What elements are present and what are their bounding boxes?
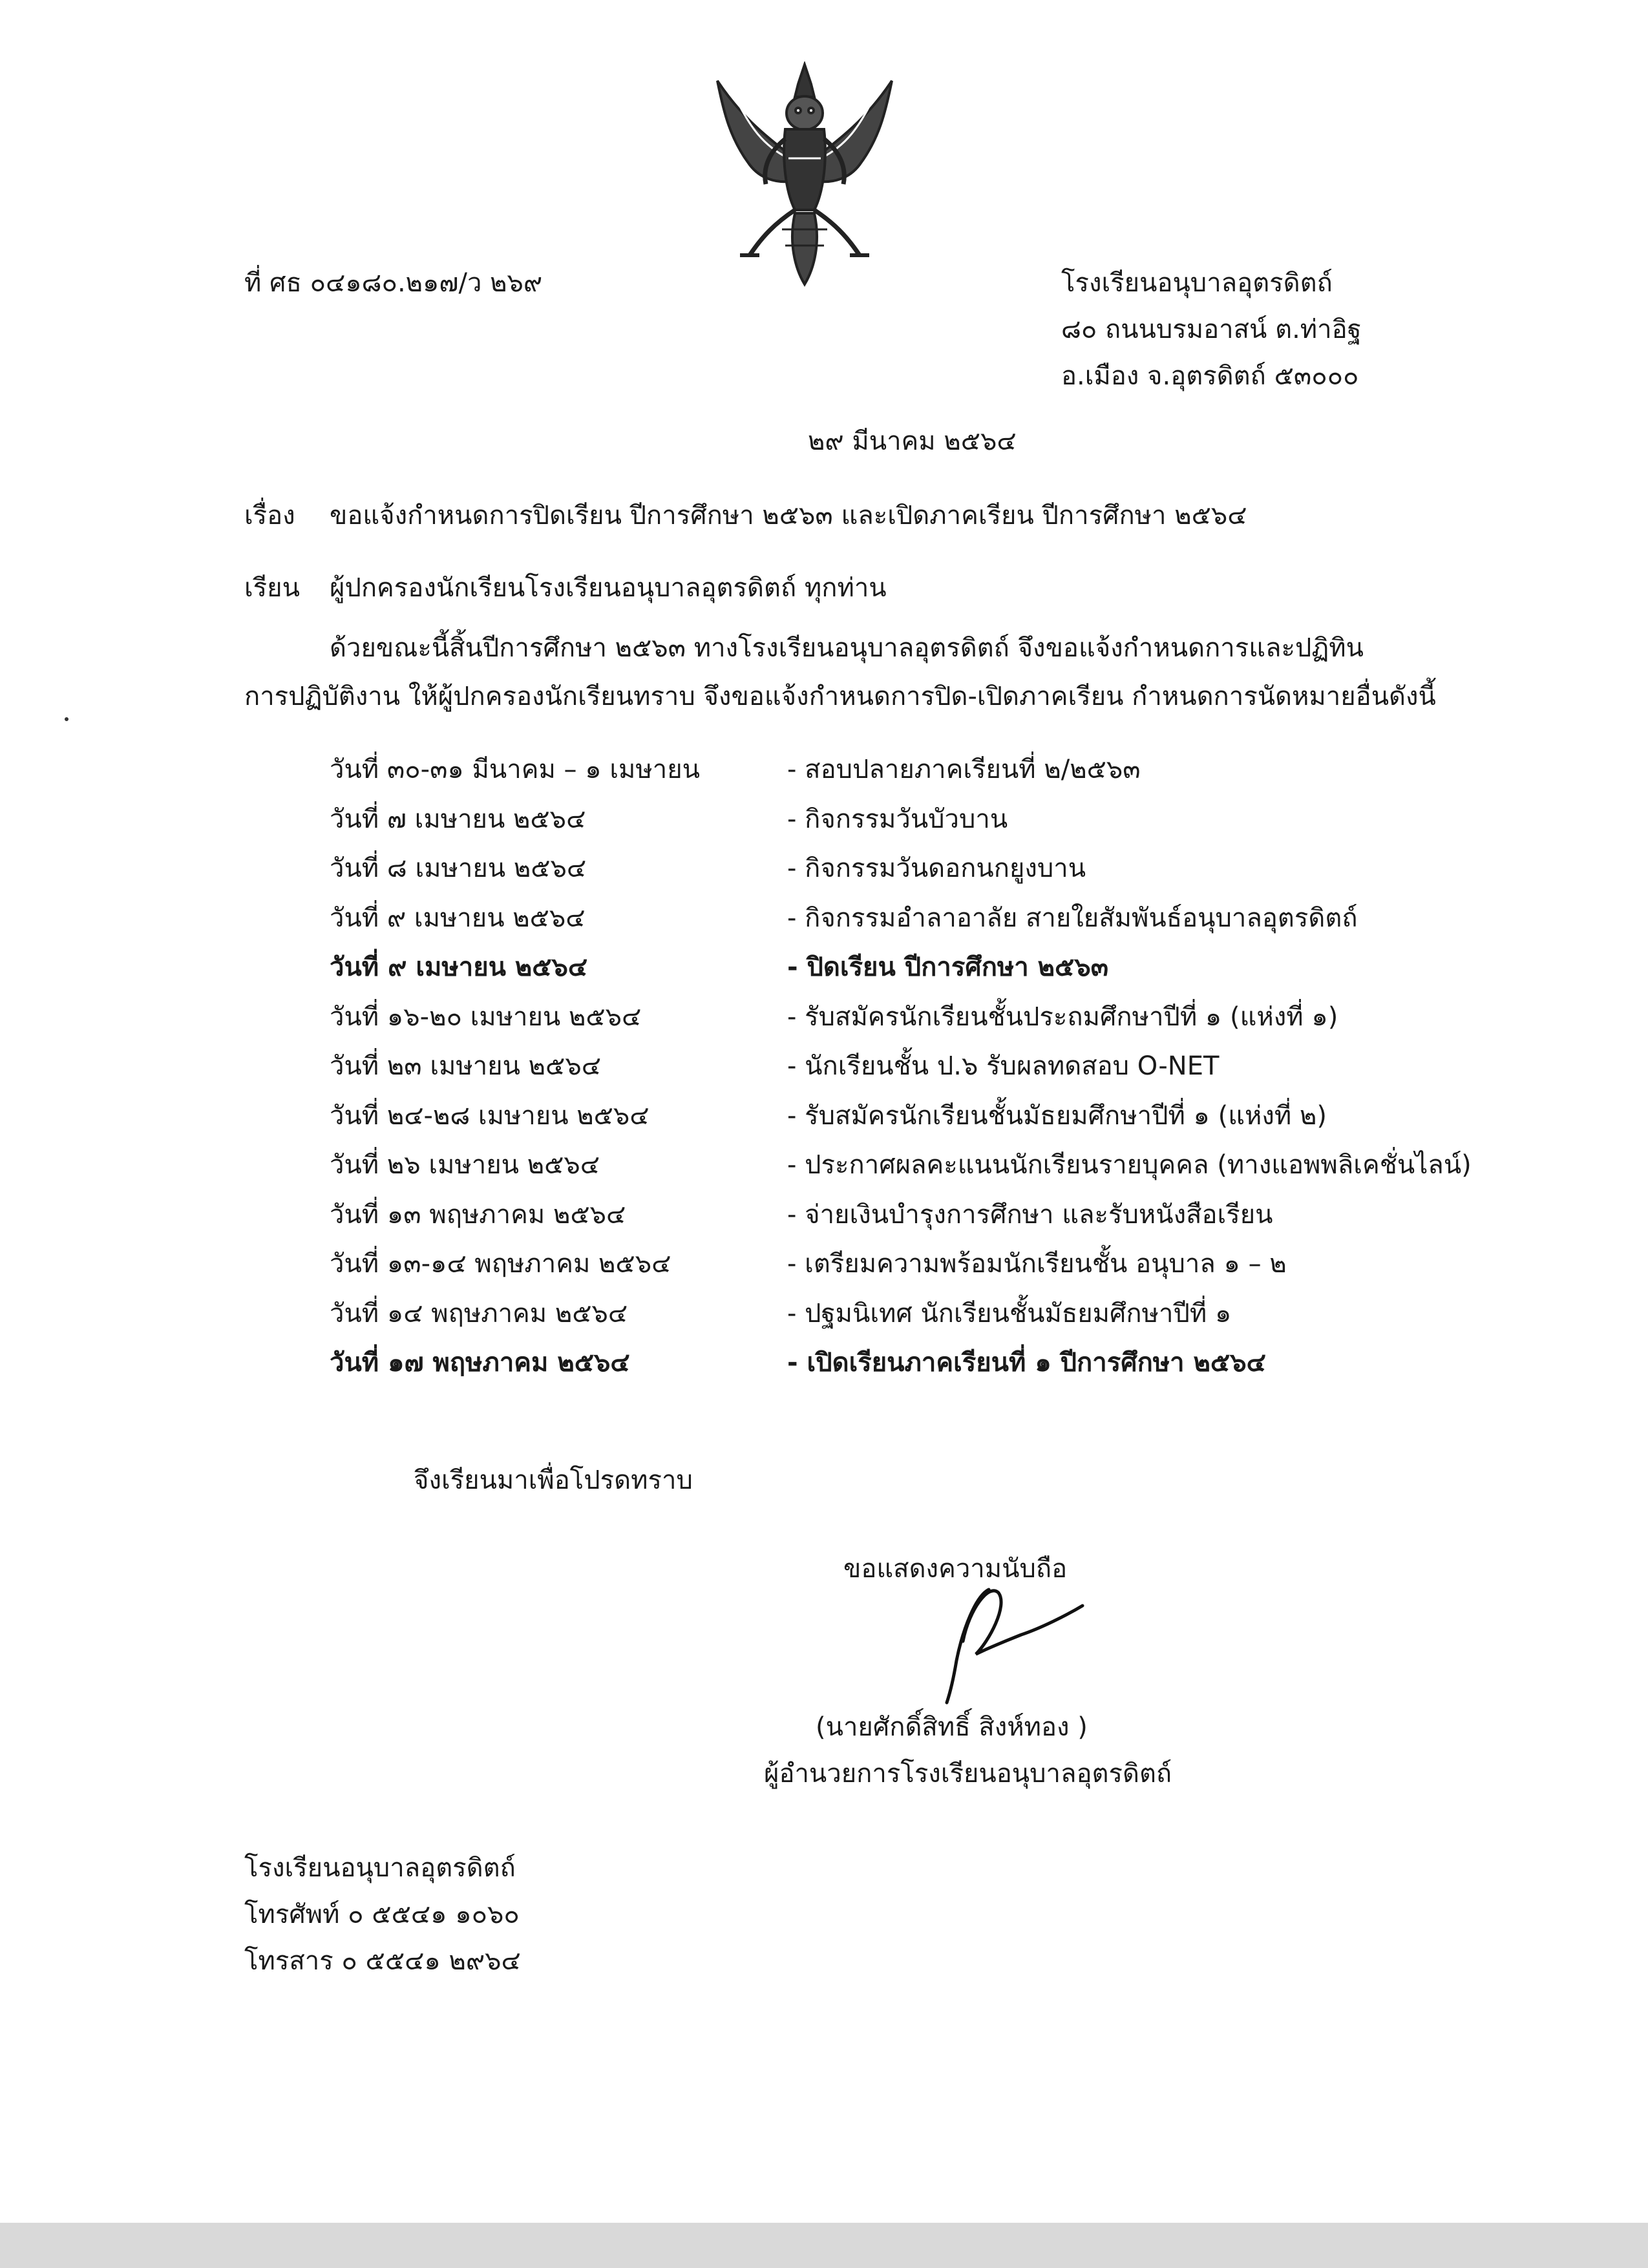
- letter-date: ๒๙ มีนาคม ๒๕๖๔: [808, 426, 1017, 456]
- schedule-date: วันที่ ๑๖-๒๐ เมษายน ๒๕๖๔: [330, 1002, 642, 1032]
- schedule-date: วันที่ ๙ เมษายน ๒๕๖๔: [330, 903, 586, 933]
- school-name-header: โรงเรียนอนุบาลอุตรดิตถ์: [1061, 268, 1333, 298]
- schedule-date: วันที่ ๑๗ พฤษภาคม ๒๕๖๔: [330, 1348, 630, 1378]
- schedule-date: วันที่ ๑๓ พฤษภาคม ๒๕๖๔: [330, 1200, 626, 1230]
- schedule-date: วันที่ ๗ เมษายน ๒๕๖๔: [330, 804, 586, 834]
- schedule-event: - รับสมัครนักเรียนชั้นมัธยมศึกษาปีที่ ๑ (แห่งที่ ๒): [787, 1101, 1327, 1131]
- footer-school: โรงเรียนอนุบาลอุตรดิตถ์: [244, 1853, 516, 1883]
- schedule-date: วันที่ ๒๓ เมษายน ๒๕๖๔: [330, 1051, 601, 1081]
- schedule-event: - สอบปลายภาคเรียนที่ ๒/๒๕๖๓: [787, 755, 1141, 784]
- school-address-district: อ.เมือง จ.อุตรดิตถ์ ๕๓๐๐๐: [1061, 361, 1359, 391]
- schedule-event: - กิจกรรมวันดอกนกยูงบาน: [787, 854, 1086, 883]
- subject-label: เรื่อง: [244, 501, 295, 530]
- footer-phone: โทรศัพท์ ๐ ๕๕๔๑ ๑๐๖๐: [244, 1900, 520, 1929]
- schedule-event: - รับสมัครนักเรียนชั้นประถมศึกษาปีที่ ๑ (แห่งที่ ๑): [787, 1002, 1338, 1032]
- schedule-date: วันที่ ๑๔ พฤษภาคม ๒๕๖๔: [330, 1299, 628, 1328]
- schedule-date: วันที่ ๒๔-๒๘ เมษายน ๒๕๖๔: [330, 1101, 650, 1131]
- reference-number: ที่ ศธ ๐๔๑๘๐.๒๑๗/ว ๒๖๙: [244, 268, 543, 298]
- signature: [892, 1570, 1086, 1706]
- recipient-label: เรียน: [244, 573, 300, 603]
- schedule-date: วันที่ ๘ เมษายน ๒๕๖๔: [330, 854, 587, 883]
- footer-fax: โทรสาร ๐ ๕๕๔๑ ๒๙๖๔: [244, 1946, 521, 1976]
- school-address-street: ๘๐ ถนนบรมอาสน์ ต.ท่าอิฐ: [1061, 315, 1362, 344]
- schedule-event: - กิจกรรมวันบัวบาน: [787, 804, 1008, 834]
- schedule-event: - ปฐมนิเทศ นักเรียนชั้นมัธยมศึกษาปีที่ ๑: [787, 1299, 1232, 1328]
- recipient-text: ผู้ปกครองนักเรียนโรงเรียนอนุบาลอุตรดิตถ์ ทุกท่าน: [330, 573, 887, 603]
- garuda-emblem: [698, 61, 911, 288]
- scan-speck: [65, 717, 69, 721]
- schedule-event: - จ่ายเงินบำรุงการศึกษา และรับหนังสือเรียน: [787, 1200, 1273, 1230]
- signer-position: ผู้อำนวยการโรงเรียนอนุบาลอุตรดิตถ์: [764, 1759, 1172, 1789]
- scan-edge: [0, 2223, 1648, 2268]
- schedule-event: - เปิดเรียนภาคเรียนที่ ๑ ปีการศึกษา ๒๕๖๔: [787, 1348, 1266, 1378]
- schedule-event: - ประกาศผลคะแนนนักเรียนรายบุคคล (ทางแอพพลิเคชั่นไลน์): [787, 1150, 1472, 1180]
- regards-text: ขอแสดงความนับถือ: [843, 1554, 1068, 1584]
- schedule-event: - กิจกรรมอำลาอาลัย สายใยสัมพันธ์อนุบาลอุตรดิตถ์: [787, 903, 1358, 933]
- schedule-date: วันที่ ๑๓-๑๔ พฤษภาคม ๒๕๖๔: [330, 1249, 671, 1279]
- closing-line: จึงเรียนมาเพื่อโปรดทราบ: [414, 1465, 693, 1495]
- body-line-1: ด้วยขณะนี้สิ้นปีการศึกษา ๒๕๖๓ ทางโรงเรียนอนุบาลอุตรดิตถ์ จึงขอแจ้งกำหนดการและปฏิทิน: [330, 633, 1364, 663]
- subject-text: ขอแจ้งกำหนดการปิดเรียน ปีการศึกษา ๒๕๖๓ และเปิดภาคเรียน ปีการศึกษา ๒๕๖๔: [330, 501, 1247, 530]
- schedule-event: - นักเรียนชั้น ป.๖ รับผลทดสอบ O-NET: [787, 1051, 1220, 1081]
- signer-name: (นายศักดิ์สิทธิ์ สิงห์ทอง ): [816, 1712, 1088, 1742]
- schedule-event: - ปิดเรียน ปีการศึกษา ๒๕๖๓: [787, 952, 1109, 982]
- schedule-date: วันที่ ๒๖ เมษายน ๒๕๖๔: [330, 1150, 600, 1180]
- schedule-date: วันที่ ๓๐-๓๑ มีนาคม – ๑ เมษายน: [330, 755, 701, 784]
- schedule-event: - เตรียมความพร้อมนักเรียนชั้น อนุบาล ๑ – ๒: [787, 1249, 1287, 1279]
- schedule-date: วันที่ ๙ เมษายน ๒๕๖๔: [330, 952, 588, 982]
- body-line-2: การปฏิบัติงาน ให้ผู้ปกครองนักเรียนทราบ จึงขอแจ้งกำหนดการปิด-เปิดภาคเรียน กำหนดการนัดหมายอื่นดังนี้: [244, 682, 1436, 711]
